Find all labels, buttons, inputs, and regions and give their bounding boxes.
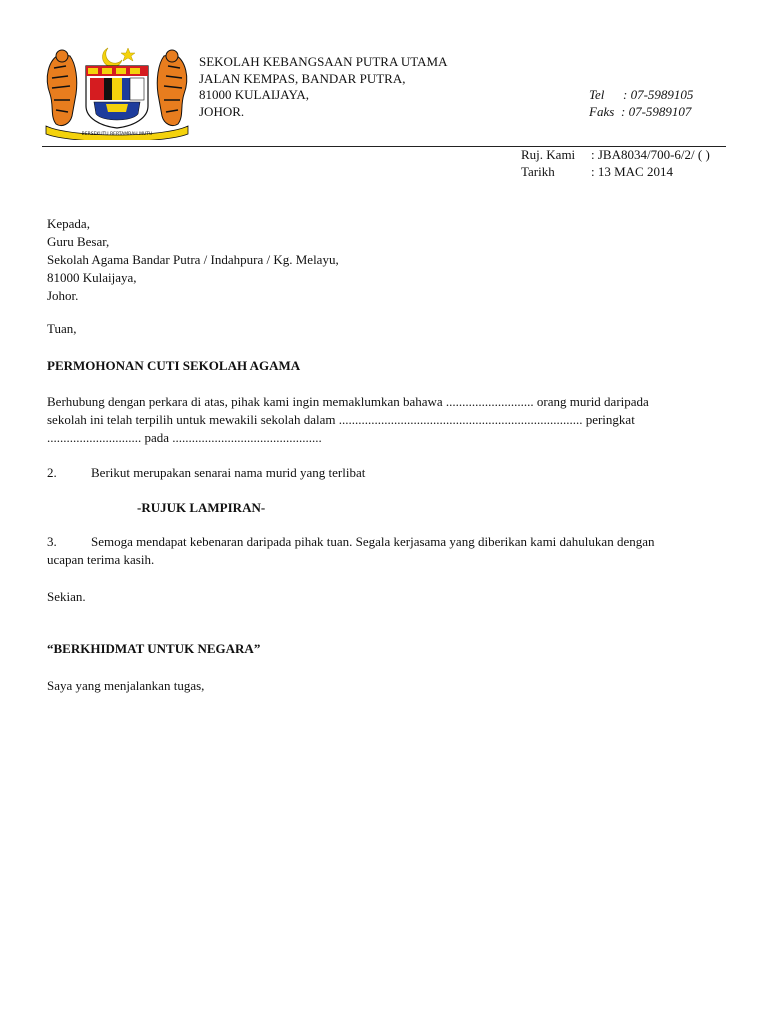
date-value: : 13 MAC 2014 [591, 163, 673, 179]
coat-of-arms-icon [42, 44, 192, 140]
address-line: JOHOR. [199, 103, 245, 119]
paragraph-number: 2. [47, 465, 57, 480]
paragraph-line: ucapan terima kasih. [47, 552, 155, 567]
signoff-text: Saya yang menjalankan tugas, [47, 678, 205, 693]
recipient-line: Sekolah Agama Bandar Putra / Indahpura / Kg. Melayu, [47, 252, 339, 267]
paragraph-text: Berikut merupakan senarai nama murid yang terlibat [91, 465, 366, 480]
letterhead-address [199, 54, 448, 120]
attachment-note: -RUJUK LAMPIRAN- [137, 500, 266, 515]
reference-line [521, 147, 710, 164]
recipient-line: Johor. [47, 288, 79, 303]
paragraph-line: Berhubung dengan perkara di atas, pihak kami ingin memaklumkan bahawa ........................... orang murid daripada [47, 394, 649, 409]
tel-label: Tel [589, 87, 605, 102]
recipient-line: Kepada, [47, 216, 90, 231]
paragraph-line [47, 533, 724, 551]
address-line: JALAN KEMPAS, BANDAR PUTRA, [199, 70, 406, 86]
paragraph-line: ............................. pada .............................................. [47, 430, 322, 445]
paragraph-2 [47, 464, 365, 482]
paragraph-number: 3. [47, 534, 57, 549]
coat-of-arms-crest [42, 44, 192, 140]
reference-label: Ruj. Kami [521, 147, 576, 162]
recipient-line: Guru Besar, [47, 234, 110, 249]
address-line: 81000 KULAIJAYA, [199, 87, 310, 102]
paragraph-3 [47, 533, 724, 569]
paragraph-text: Semoga mendapat kebenaran daripada pihak tuan. Segala kerjasama yang diberikan kami dahulukan dengan [91, 534, 655, 549]
paragraph-line: sekolah ini telah terpilih untuk mewakili sekolah dalam ........................................................................... peringkat [47, 412, 635, 427]
svg-text:BERSEKUTU BERTAMBAH MUTU: BERSEKUTU BERTAMBAH MUTU [81, 132, 153, 137]
tel-line [589, 87, 693, 104]
motto-text: “BERKHIDMAT UNTUK NEGARA” [47, 641, 261, 656]
school-name: SEKOLAH KEBANGSAAN PUTRA UTAMA [199, 54, 448, 69]
closing-text: Sekian. [47, 589, 86, 604]
fax-label: Faks [589, 103, 615, 119]
reference-value: : JBA8034/700-6/2/ ( ) [591, 147, 710, 162]
letter-subject: PERMOHONAN CUTI SEKOLAH AGAMA [47, 358, 301, 373]
fax-line [589, 104, 693, 121]
recipient-block [47, 215, 339, 305]
contact-block [589, 87, 693, 120]
fax-value: : 07-5989107 [621, 103, 692, 119]
recipient-line: 81000 Kulaijaya, [47, 270, 137, 285]
tel-value: : 07-5989105 [623, 87, 694, 102]
date-label: Tarikh [521, 163, 555, 179]
reference-block [521, 147, 710, 180]
salutation: Tuan, [47, 321, 77, 336]
paragraph-1 [47, 393, 724, 447]
date-line [521, 164, 710, 181]
